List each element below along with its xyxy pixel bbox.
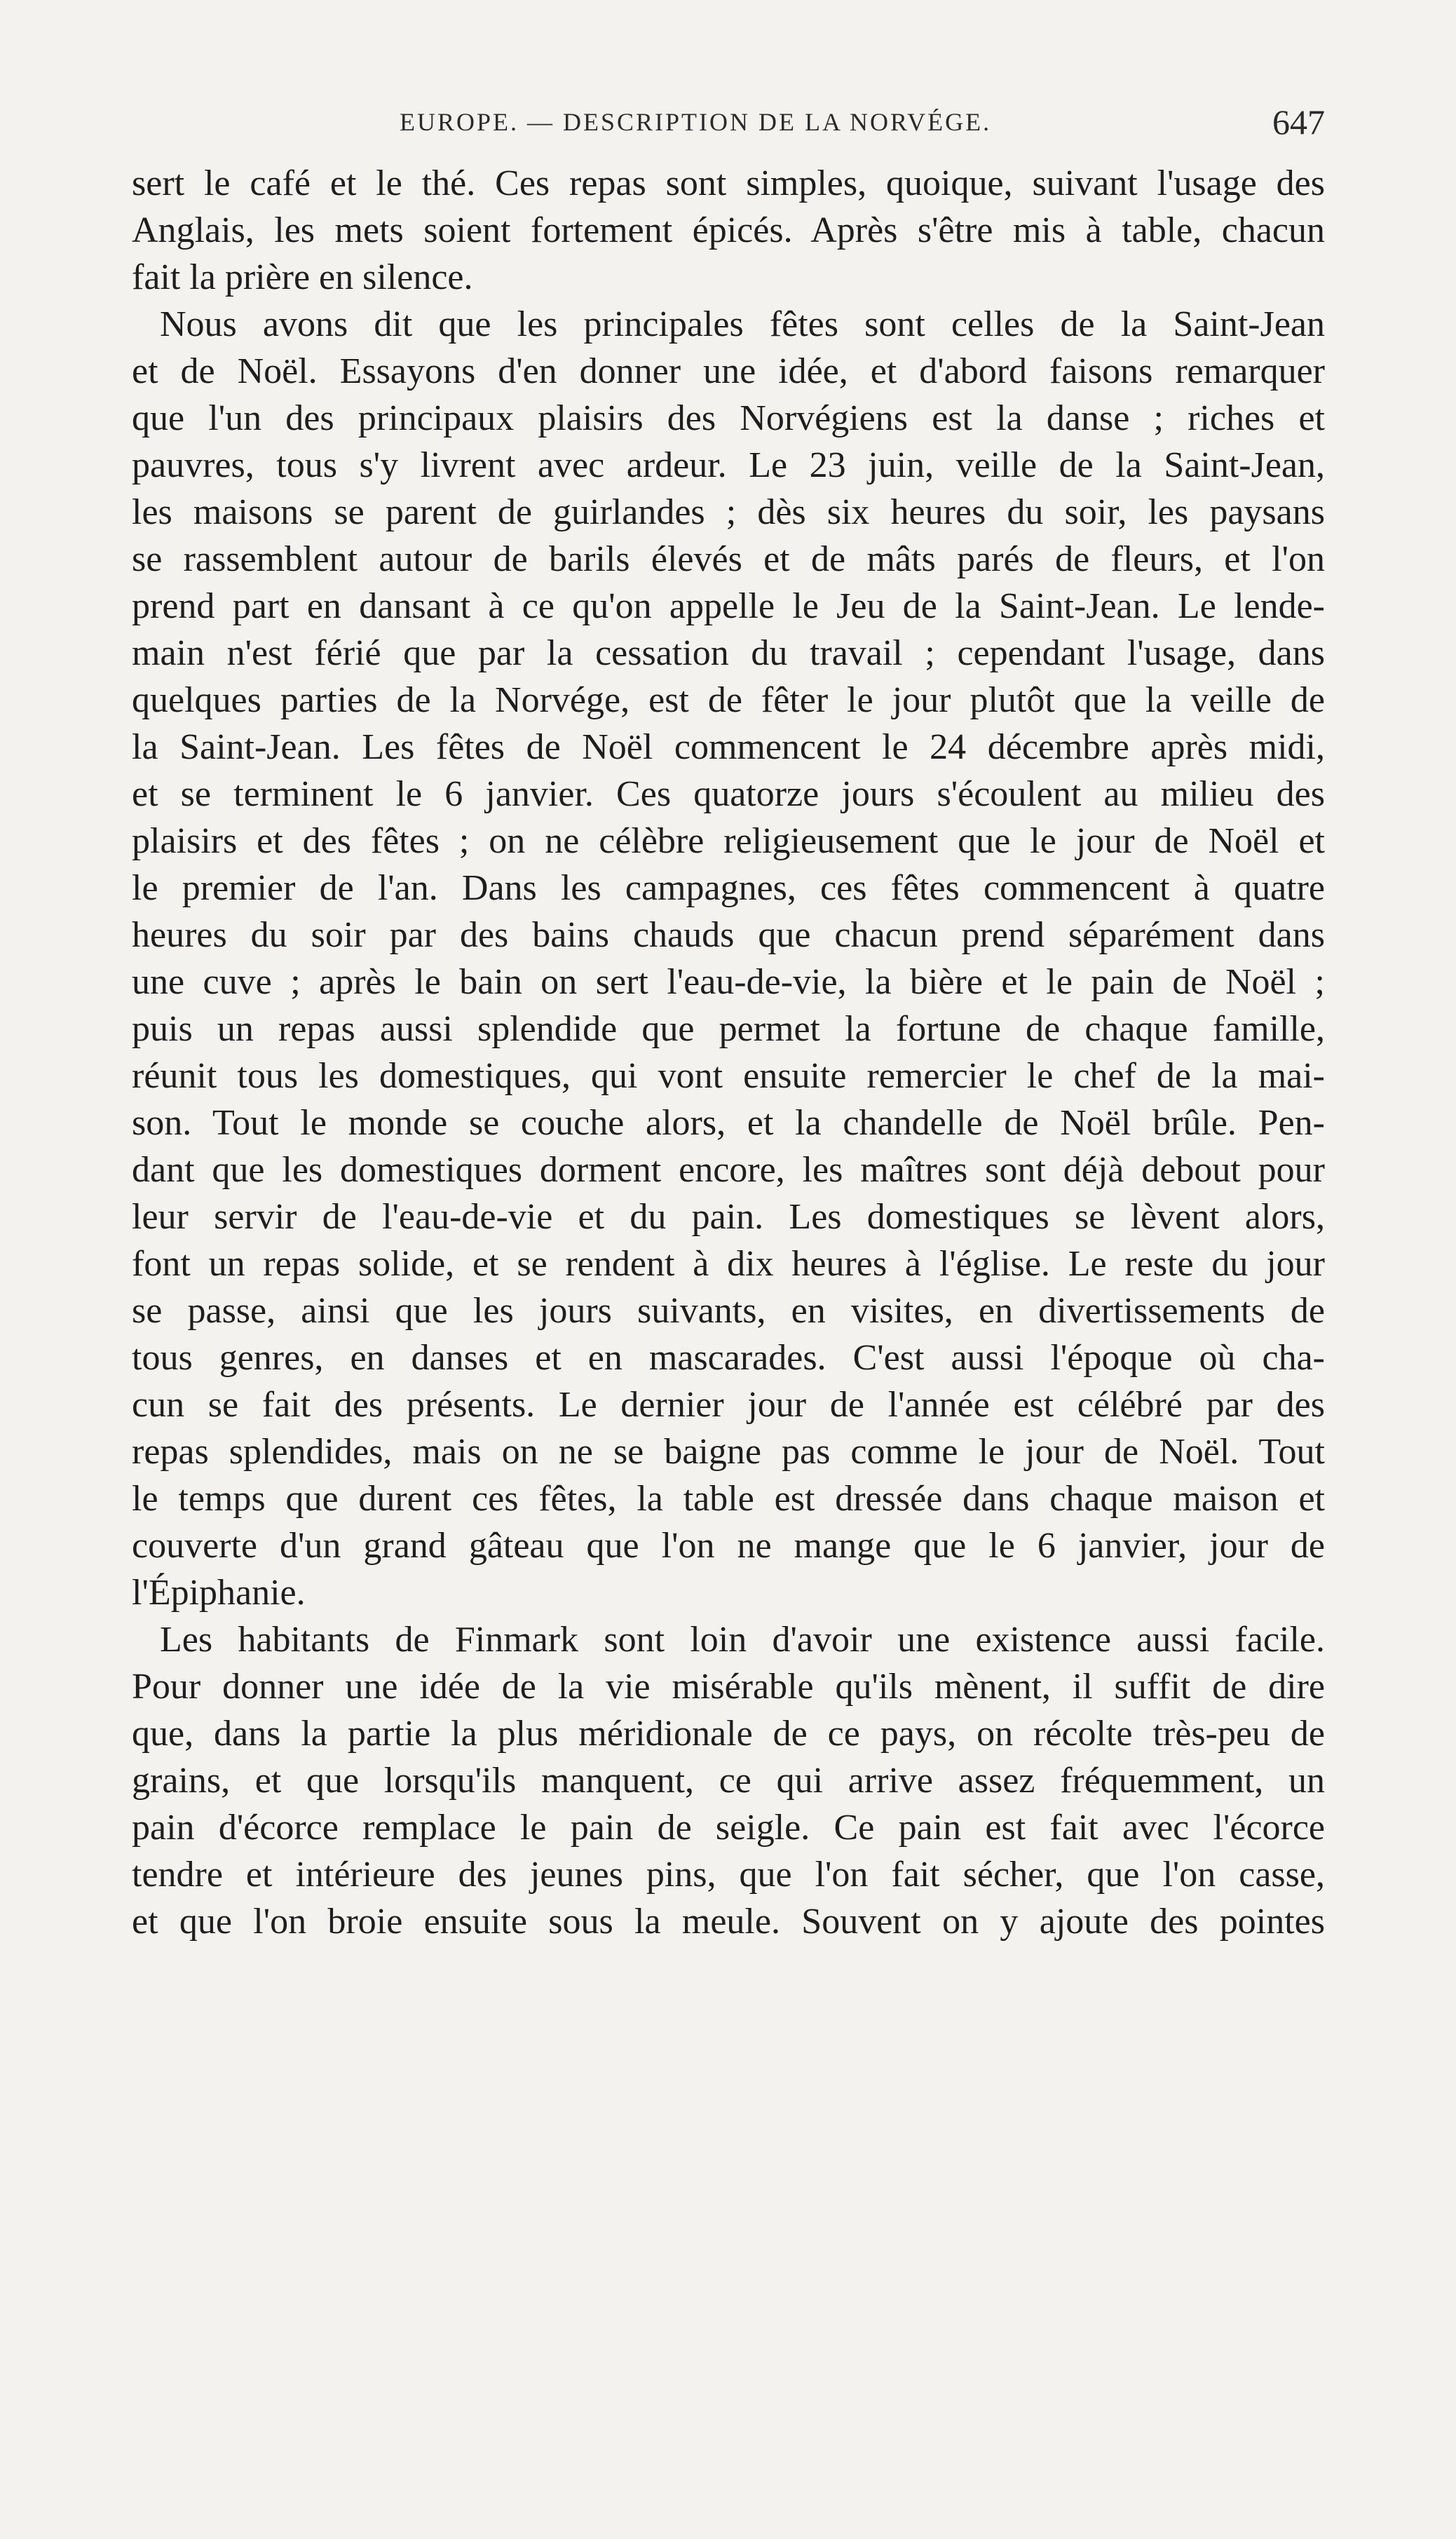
text-line: grains, et que lorsqu'ils manquent, ce qui arrive assez fréquemment, un: [132, 1761, 1325, 1801]
text-line: l'Épiphanie.: [132, 1573, 306, 1613]
text-line: et de Noël. Essayons d'en donner une idée, et d'abord faisons remarquer: [132, 351, 1325, 391]
page-header: [126, 104, 1325, 153]
text-line: fait la prière en silence.: [132, 257, 473, 297]
text-line: heures du soir par des bains chauds que chacun prend séparément dans: [132, 915, 1325, 955]
text-line: réunit tous les domestiques, qui vont ensuite remercier le chef de la mai-: [132, 1056, 1325, 1096]
text-line: quelques parties de la Norvége, est de fêter le jour plutôt que la veille de: [132, 680, 1325, 720]
text-line: et que l'on broie ensuite sous la meule. Souvent on y ajoute des pointes: [132, 1902, 1325, 1942]
text-line: tous genres, en danses et en mascarades. C'est aussi l'époque où cha-: [132, 1338, 1325, 1378]
text-line: sert le café et le thé. Ces repas sont simples, quoique, suivant l'usage des: [132, 163, 1325, 203]
text-line: couverte d'un grand gâteau que l'on ne mange que le 6 janvier, jour de: [132, 1526, 1325, 1566]
text-line: se passe, ainsi que les jours suivants, en visites, en divertissements de: [132, 1291, 1325, 1331]
text-line: plaisirs et des fêtes ; on ne célèbre religieusement que le jour de Noël et: [132, 821, 1325, 861]
text-line: Anglais, les mets soient fortement épicés. Après s'être mis à table, chacun: [132, 210, 1325, 250]
text-line: le temps que durent ces fêtes, la table est dressée dans chaque maison et: [132, 1479, 1325, 1519]
text-line: font un repas solide, et se rendent à dix heures à l'église. Le reste du jour: [132, 1244, 1325, 1284]
running-title: EUROPE. — DESCRIPTION DE LA NORVÉGE.: [400, 108, 992, 136]
text-line: une cuve ; après le bain on sert l'eau-de-vie, la bière et le pain de Noël ;: [132, 962, 1325, 1002]
page-number: 647: [1272, 102, 1325, 142]
text-line: prend part en dansant à ce qu'on appelle le Jeu de la Saint-Jean. Le lende-: [132, 586, 1325, 626]
text-line: se rassemblent autour de barils élevés et de mâts parés de fleurs, et l'on: [132, 539, 1325, 579]
text-line: tendre et intérieure des jeunes pins, que l'on fait sécher, que l'on casse,: [132, 1855, 1325, 1895]
text-line: main n'est férié que par la cessation du travail ; cependant l'usage, dans: [132, 633, 1325, 673]
text-line: et se terminent le 6 janvier. Ces quatorze jours s'écoulent au milieu des: [132, 774, 1325, 814]
text-line: que, dans la partie la plus méridionale de ce pays, on récolte très-peu de: [132, 1714, 1325, 1754]
text-line: leur servir de l'eau-de-vie et du pain. Les domestiques se lèvent alors,: [132, 1197, 1325, 1237]
text-line: puis un repas aussi splendide que permet la fortune de chaque famille,: [132, 1009, 1325, 1049]
text-line: Pour donner une idée de la vie misérable qu'ils mènent, il suffit de dire: [132, 1667, 1325, 1707]
text-line: pauvres, tous s'y livrent avec ardeur. Le 23 juin, veille de la Saint-Jean,: [132, 445, 1325, 485]
text-line: Les habitants de Finmark sont loin d'avoir une existence aussi facile.: [160, 1620, 1325, 1660]
text-line: la Saint-Jean. Les fêtes de Noël commencent le 24 décembre après midi,: [132, 727, 1325, 767]
text-line: les maisons se parent de guirlandes ; dès six heures du soir, les paysans: [132, 492, 1325, 532]
text-line: pain d'écorce remplace le pain de seigle. Ce pain est fait avec l'écorce: [132, 1808, 1325, 1848]
text-line: cun se fait des présents. Le dernier jour de l'année est célébré par des: [132, 1385, 1325, 1425]
text-line: que l'un des principaux plaisirs des Norvégiens est la danse ; riches et: [132, 398, 1325, 438]
body-text: [132, 160, 1325, 1945]
text-line: dant que les domestiques dorment encore, les maîtres sont déjà debout pour: [132, 1150, 1325, 1190]
text-line: le premier de l'an. Dans les campagnes, ces fêtes commencent à quatre: [132, 868, 1325, 908]
text-line: repas splendides, mais on ne se baigne pas comme le jour de Noël. Tout: [132, 1432, 1325, 1472]
text-line: son. Tout le monde se couche alors, et la chandelle de Noël brûle. Pen-: [132, 1103, 1325, 1143]
text-line: Nous avons dit que les principales fêtes sont celles de la Saint-Jean: [160, 304, 1325, 344]
